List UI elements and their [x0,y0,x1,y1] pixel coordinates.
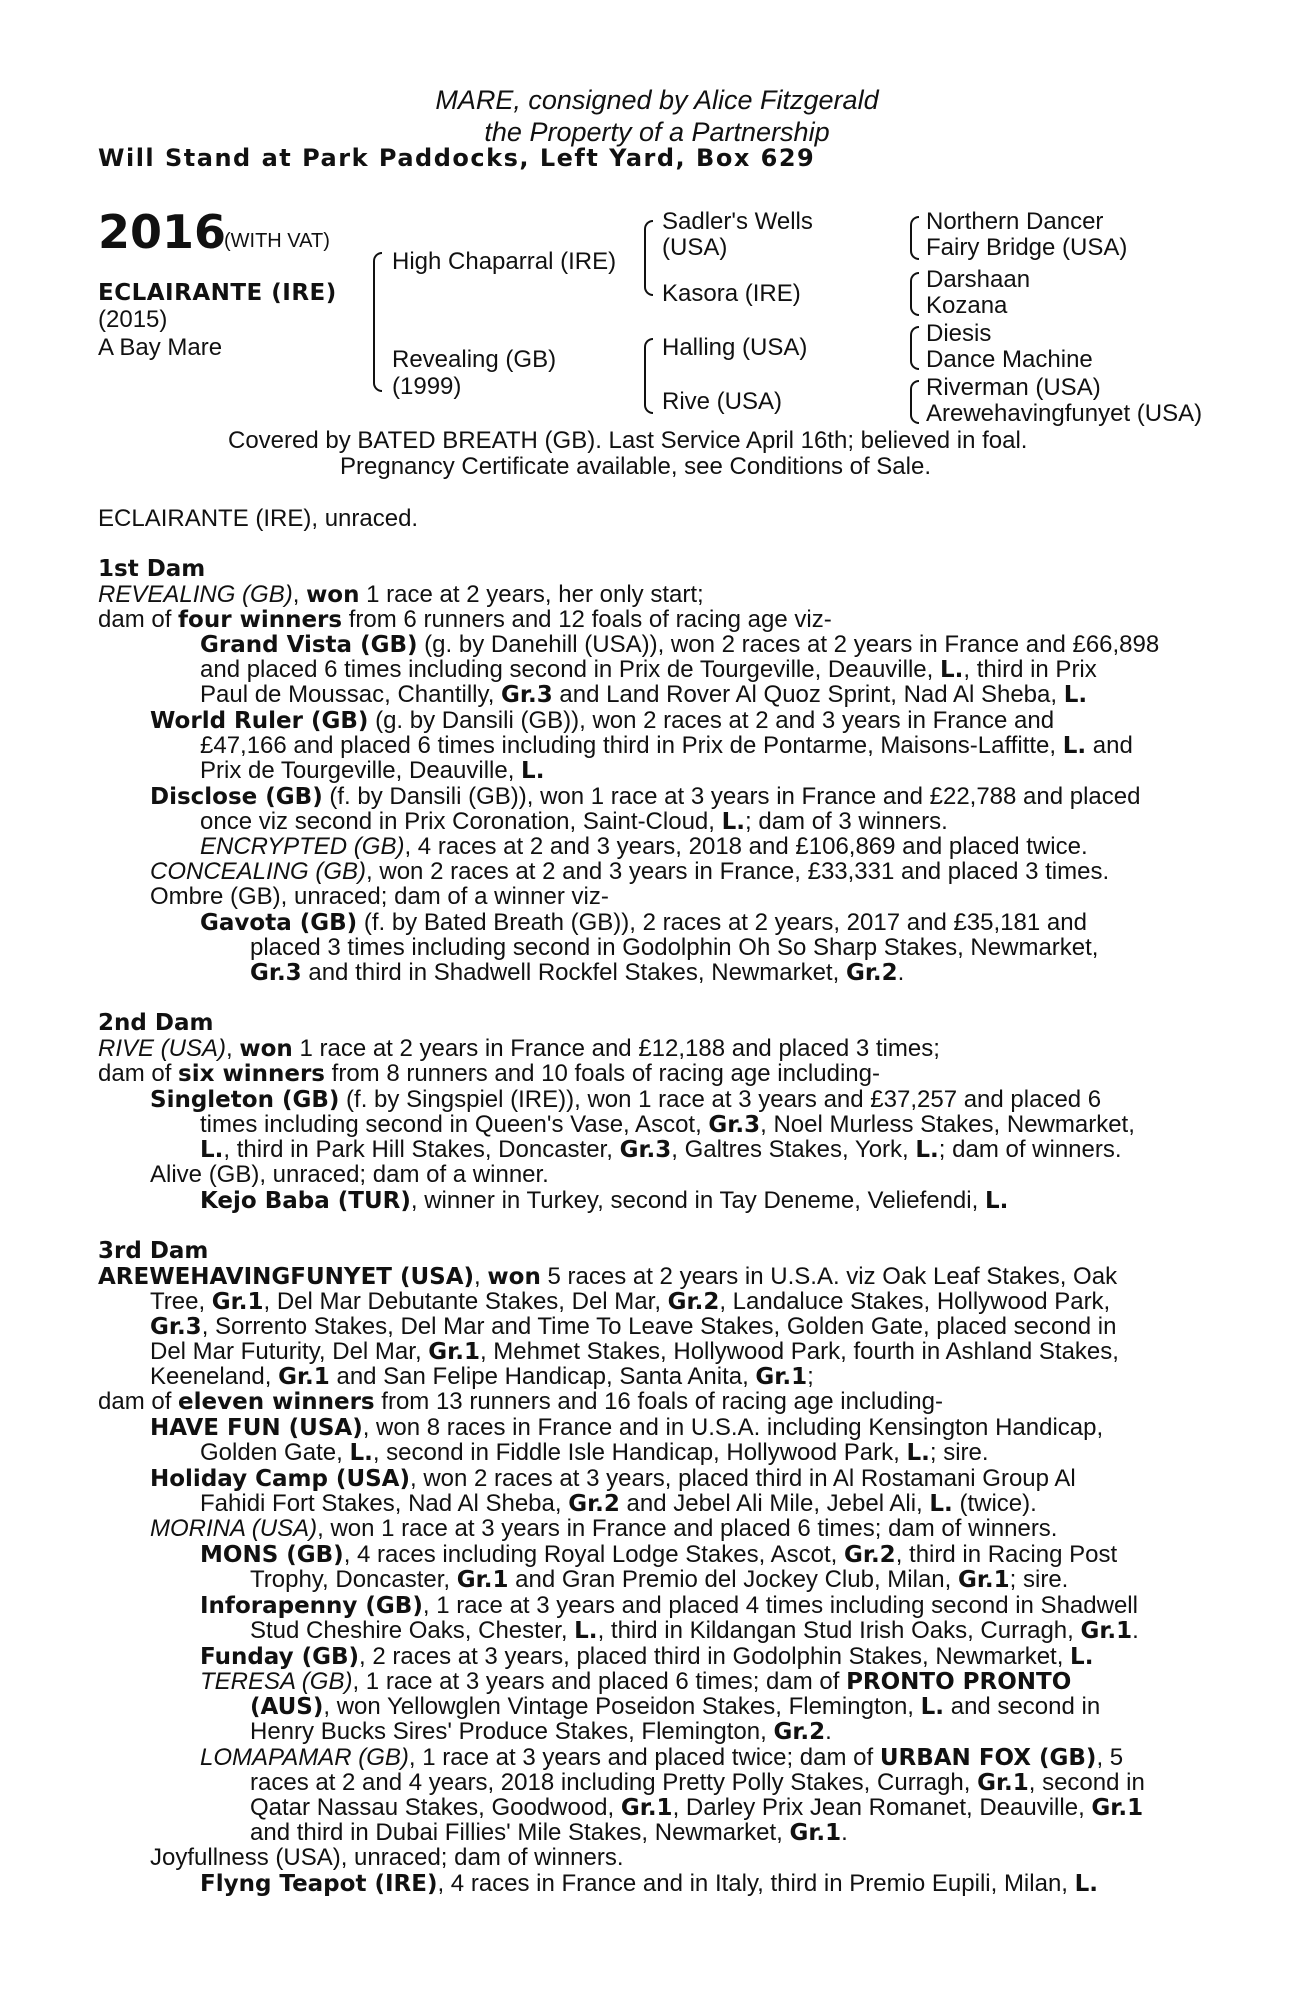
lot-year: 2016 [98,205,227,259]
produce-world-ruler-cont: £47,166 and placed 6 times including third in Prix de Pontarme, Maisons-Laffitte, L. and [200,732,1133,759]
grandparent-5: Diesis [926,320,992,347]
grandparent-7: Riverman (USA) [926,374,1101,401]
produce-have-fun: HAVE FUN (USA), won 8 races in France and in U.S.A. including Kensington Handicap, [150,1414,1104,1441]
vat-label: (WITH VAT) [224,230,330,252]
gp-brace-2 [910,272,919,316]
produce-world-ruler: World Ruler (GB) (g. by Dansili (GB)), won 2 races at 2 and 3 years in France and [150,707,1055,734]
produce-joyfullness: Joyfullness (USA), unraced; dam of winners. [150,1844,624,1871]
second-dam-line: RIVE (USA), won 1 race at 2 years in France and £12,188 and placed 3 times; [98,1035,940,1062]
third-dam-produce: dam of eleven winners from 13 runners and 16 foals of racing age including- [98,1388,943,1415]
first-dam-heading: 1st Dam [98,556,206,582]
produce-singleton: Singleton (GB) (f. by Singspiel (IRE)), won 1 race at 3 years and £37,257 and placed 6 [150,1086,1102,1113]
produce-holiday-camp-cont: Fahidi Fort Stakes, Nad Al Sheba, Gr.2 and Jebel Ali Mile, Jebel Ali, L. (twice). [200,1490,1037,1517]
horse-description: A Bay Mare [98,334,223,361]
produce-disclose-cont: once viz second in Prix Coronation, Saint-Cloud, L.; dam of 3 winners. [200,808,948,835]
third-dam-cont2: Gr.3, Sorrento Stakes, Del Mar and Time To Leave Stakes, Golden Gate, placed second in [150,1313,1117,1340]
foaled-year: (2015) [98,306,168,333]
first-dam-produce: dam of four winners from 6 runners and 12 foals of racing age viz- [98,606,832,633]
produce-teresa: TERESA (GB), 1 race at 3 years and placed 6 times; dam of PRONTO PRONTO [200,1668,1072,1695]
produce-inforapenny: Inforapenny (GB), 1 race at 3 years and placed 4 times including second in Shadwell [200,1592,1138,1619]
produce-kejo-baba: Kejo Baba (TUR), winner in Turkey, second in Tay Deneme, Veliefendi, L. [200,1187,1009,1214]
produce-grand-vista-cont2: Paul de Moussac, Chantilly, Gr.3 and Land Rover Al Quoz Sprint, Nad Al Sheba, L. [200,681,1088,708]
produce-lomapamar-cont3: and third in Dubai Fillies' Mile Stakes, Newmarket, Gr.1. [250,1819,848,1846]
gp-brace-1 [910,216,919,260]
gp-brace-4 [910,380,919,424]
dam-year: (1999) [392,373,462,400]
pedigree-brace [373,252,382,392]
produce-singleton-cont: times including second in Queen's Vase, Ascot, Gr.3, Noel Murless Stakes, Newmarket, [200,1111,1135,1138]
second-dam-produce: dam of six winners from 8 runners and 10 foals of racing age including- [98,1060,880,1087]
third-dam-heading: 3rd Dam [98,1238,209,1264]
produce-concealing: CONCEALING (GB), won 2 races at 2 and 3 years in France, £33,331 and placed 3 times. [150,858,1110,885]
produce-encrypted: ENCRYPTED (GB), 4 races at 2 and 3 years, 2018 and £106,869 and placed twice. [200,833,1088,860]
produce-lomapamar: LOMAPAMAR (GB), 1 race at 3 years and placed twice; dam of URBAN FOX (GB), 5 [200,1744,1124,1771]
third-dam-line: AREWEHAVINGFUNYET (USA), won 5 races at 2 years in U.S.A. viz Oak Leaf Stakes, Oak [98,1263,1118,1290]
sire-sire: Sadler's Wells [662,208,813,235]
produce-mons: MONS (GB), 4 races including Royal Lodge Stakes, Ascot, Gr.2, third in Racing Post [200,1541,1118,1568]
produce-have-fun-cont: Golden Gate, L., second in Fiddle Isle Handicap, Hollywood Park, L.; sire. [200,1439,989,1466]
horse-name: ECLAIRANTE (IRE) [98,280,337,306]
sire-brace [644,220,653,296]
third-dam-cont1: Tree, Gr.1, Del Mar Debutante Stakes, Del Mar, Gr.2, Landaluce Stakes, Hollywood Park, [150,1288,1111,1315]
produce-funday: Funday (GB), 2 races at 3 years, placed third in Godolphin Stakes, Newmarket, L. [200,1643,1094,1670]
produce-gavota-cont2: Gr.3 and third in Shadwell Rockfel Stakes, Newmarket, Gr.2. [250,959,905,986]
produce-inforapenny-cont: Stud Cheshire Oaks, Chester, L., third in Kildangan Stud Irish Oaks, Curragh, Gr.1. [250,1617,1139,1644]
produce-world-ruler-cont2: Prix de Tourgeville, Deauville, L. [200,757,545,784]
dam-sire: Halling (USA) [662,334,808,361]
produce-ombre: Ombre (GB), unraced; dam of a winner viz- [150,883,609,910]
produce-grand-vista: Grand Vista (GB) (g. by Danehill (USA)), won 2 races at 2 years in France and £66,898 [200,631,1160,658]
covered-line: Covered by BATED BREATH (GB). Last Service April 16th; believed in foal. [228,427,1028,454]
second-dam-heading: 2nd Dam [98,1010,214,1036]
property-line: the Property of a Partnership [484,117,830,147]
produce-flyng-teapot: Flyng Teapot (IRE), 4 races in France and in Italy, third in Premio Eupili, Milan, L. [200,1870,1099,1897]
produce-lomapamar-cont2: Qatar Nassau Stakes, Goodwood, Gr.1, Darley Prix Jean Romanet, Deauville, Gr.1 [250,1794,1144,1821]
produce-teresa-cont: (AUS), won Yellowglen Vintage Poseidon Stakes, Flemington, L. and second in [250,1693,1101,1720]
produce-gavota: Gavota (GB) (f. by Bated Breath (GB)), 2 races at 2 years, 2017 and £35,181 and [200,909,1087,936]
sire-sire-country: (USA) [662,234,728,261]
produce-holiday-camp: Holiday Camp (USA), won 2 races at 3 years, placed third in Al Rostamani Group Al [150,1465,1076,1492]
gp-brace-3 [910,326,919,370]
dam-dam: Rive (USA) [662,388,783,415]
sire: High Chaparral (IRE) [392,248,617,275]
certificate-line: Pregnancy Certificate available, see Conditions of Sale. [340,453,931,480]
third-dam-cont3: Del Mar Futurity, Del Mar, Gr.1, Mehmet Stakes, Hollywood Park, fourth in Ashland Stakes, [150,1338,1119,1365]
grandparent-8: Arewehavingfunyet (USA) [926,400,1203,427]
third-dam-cont4: Keeneland, Gr.1 and San Felipe Handicap, Santa Anita, Gr.1; [150,1363,814,1390]
grandparent-1: Northern Dancer [926,208,1104,235]
produce-grand-vista-cont: and placed 6 times including second in Prix de Tourgeville, Deauville, L., third in Prix [200,656,1097,683]
grandparent-4: Kozana [926,292,1008,319]
stand-location: Will Stand at Park Paddocks, Left Yard, Box 629 [98,144,816,172]
grandparent-2: Fairy Bridge (USA) [926,234,1128,261]
produce-lomapamar-cont: races at 2 and 4 years, 2018 including Pretty Polly Stakes, Curragh, Gr.1, second in [250,1769,1145,1796]
produce-mons-cont: Trophy, Doncaster, Gr.1 and Gran Premio del Jockey Club, Milan, Gr.1; sire. [250,1566,1069,1593]
produce-singleton-cont2: L., third in Park Hill Stakes, Doncaster, Gr.3, Galtres Stakes, York, L.; dam of winners. [200,1136,1122,1163]
grandparent-3: Darshaan [926,266,1031,293]
produce-gavota-cont: placed 3 times including second in Godolphin Oh So Sharp Stakes, Newmarket, [250,934,1099,961]
sire-dam: Kasora (IRE) [662,280,801,307]
first-dam-line: REVEALING (GB), won 1 race at 2 years, her only start; [98,581,704,608]
consignor-line: MARE, consigned by Alice Fitzgerald [435,85,879,115]
unraced-note: ECLAIRANTE (IRE), unraced. [98,505,419,532]
produce-teresa-cont2: Henry Bucks Sires' Produce Stakes, Flemington, Gr.2. [250,1718,832,1745]
grandparent-6: Dance Machine [926,346,1093,373]
produce-alive: Alive (GB), unraced; dam of a winner. [150,1161,549,1188]
produce-morina: MORINA (USA), won 1 race at 3 years in France and placed 6 times; dam of winners. [150,1515,1058,1542]
dam-brace [644,338,653,414]
produce-disclose: Disclose (GB) (f. by Dansili (GB)), won 1 race at 3 years in France and £22,788 and placed [150,783,1141,810]
dam: Revealing (GB) [392,346,557,373]
